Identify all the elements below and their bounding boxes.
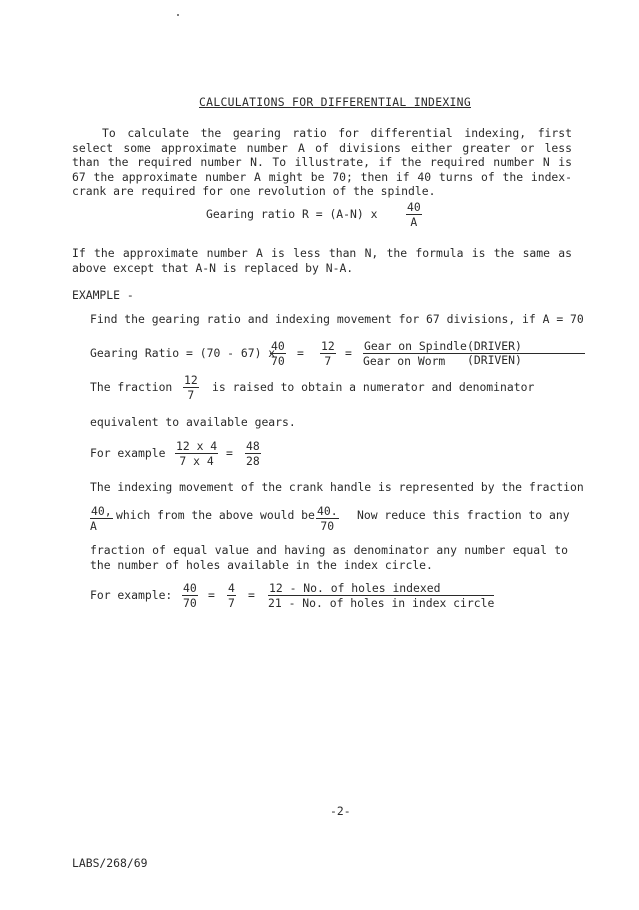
- for-example-2-f1: [182, 582, 198, 610]
- gear-on-spindle: Gear on Spindle: [363, 340, 585, 354]
- formula-denominator: A: [410, 215, 418, 229]
- fraction-post: is raised to obtain a numerator and denominator: [212, 380, 535, 394]
- which-fraction-1: [90, 505, 113, 533]
- indexing-line: The indexing movement of the crank handle is represented by the fraction: [90, 480, 584, 494]
- which-post: Now reduce this fraction to any: [357, 508, 570, 522]
- for-example-2-f1-den: 70: [183, 596, 197, 610]
- gear-on-worm: Gear on Worm: [363, 354, 446, 368]
- page-title: CALCULATIONS FOR DIFFERENTIAL INDEXING: [199, 95, 471, 109]
- which-den: A: [90, 519, 97, 533]
- holes-indexed: 12 - No. of holes indexed: [268, 582, 494, 596]
- example-heading: EXAMPLE -: [72, 288, 134, 302]
- which-num2: 40.: [317, 504, 338, 518]
- fraction-12-7: [183, 374, 199, 402]
- for-example-2-f2-num: 4: [228, 581, 235, 595]
- for-example-1-num: 12 x 4: [176, 439, 218, 453]
- intro-paragraph: To calculate the gearing ratio for differential indexing, first select some approximate number A of divisions either greater or less than the required number N. To illustrate, if the required number N is 67 the approximate number A might be 70; then if 40 turns of the index-crank are required for one revolution of the spindle.: [72, 126, 572, 199]
- gearing-eq2: =: [345, 346, 352, 360]
- fraction-pre: The fraction: [90, 380, 173, 394]
- replacement-paragraph: If the approximate number A is less than N, the formula is the same as above except that A-N is replaced by N-A.: [72, 246, 572, 275]
- equivalent-line: equivalent to available gears.: [90, 415, 296, 429]
- gearing-f2-den: 7: [324, 354, 332, 368]
- page-number: -2-: [330, 804, 351, 818]
- for-example-1-label: For example: [90, 446, 166, 460]
- formula-fraction: [406, 201, 422, 229]
- which-fraction-2: [316, 505, 339, 533]
- gearing-fraction-2: [320, 340, 336, 368]
- for-example-2-eq1: =: [208, 588, 215, 602]
- for-example-2-f3: [268, 582, 494, 610]
- for-example-1-result-den: 28: [246, 454, 260, 468]
- stray-mark: [177, 14, 179, 16]
- gearing-fraction-1: [270, 340, 286, 368]
- driver-label: (DRIVER): [467, 339, 522, 353]
- for-example-1-result-num: 48: [246, 439, 260, 453]
- gearing-label: Gearing Ratio = (70 - 67) x: [90, 346, 276, 360]
- for-example-2-f2-den: 7: [228, 596, 235, 610]
- for-example-2-label: For example:: [90, 588, 173, 602]
- example-intro: Find the gearing ratio and indexing movement for 67 divisions, if A = 70: [90, 312, 584, 326]
- holes-in-index-circle: 21 - No. of holes in index circle: [268, 596, 495, 610]
- formula-label: Gearing ratio R = (A-N) x: [206, 207, 378, 221]
- footer-reference: LABS/268/69: [72, 856, 148, 870]
- formula-numerator: 40: [407, 200, 421, 214]
- for-example-2-f2: [227, 582, 236, 610]
- gearing-eq1: =: [297, 346, 304, 360]
- for-example-2-eq2: =: [248, 588, 255, 602]
- which-den2: 70: [320, 519, 335, 533]
- gearing-f1-den: 70: [271, 354, 285, 368]
- for-example-1-fraction: [175, 440, 218, 468]
- for-example-2-f1-num: 40: [183, 581, 197, 595]
- for-example-1-den: 7 x 4: [179, 454, 214, 468]
- gearing-f1-num: 40: [271, 339, 285, 353]
- fraction-den: 7: [187, 388, 195, 402]
- for-example-1-eq: =: [226, 446, 233, 460]
- which-mid: which from the above would be: [116, 508, 315, 522]
- gearing-f2-num: 12: [321, 339, 335, 353]
- driven-label: (DRIVEN): [467, 353, 522, 367]
- which-num: 40,: [91, 504, 112, 518]
- fraction-num: 12: [184, 373, 198, 387]
- fraction-equal-paragraph: fraction of equal value and having as denominator any number equal to the number of holes available in the index circle.: [90, 543, 568, 572]
- for-example-1-result: [245, 440, 261, 468]
